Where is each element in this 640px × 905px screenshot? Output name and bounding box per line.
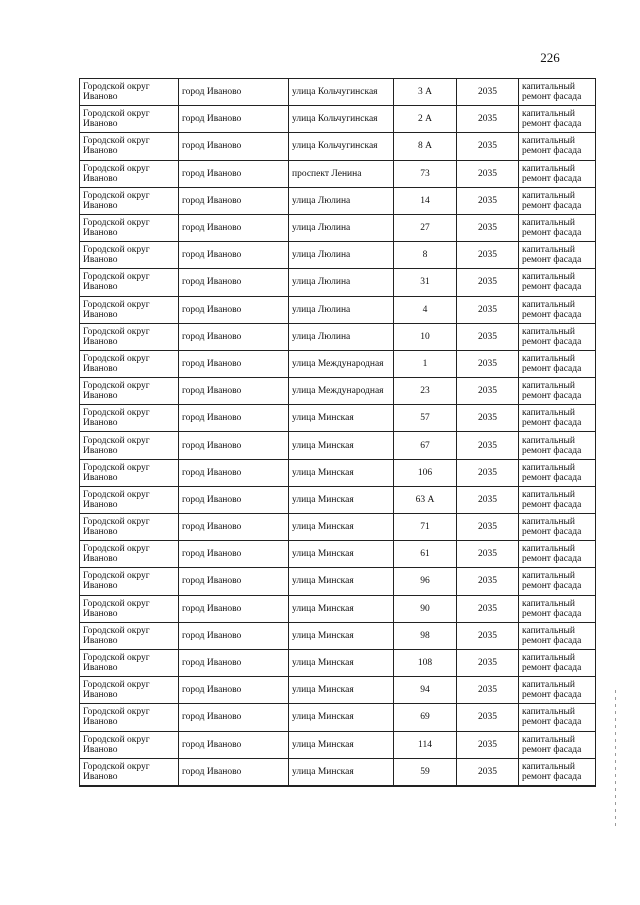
table-row [80, 704, 596, 731]
table-row [80, 568, 596, 595]
cell-street: улица Люлина [289, 269, 394, 296]
cell-district: Городской округ Иваново [80, 106, 179, 133]
cell-house-number: 69 [394, 704, 457, 731]
cell-house-number: 59 [394, 758, 457, 786]
cell-street: улица Минская [289, 459, 394, 486]
cell-city: город Иваново [179, 459, 289, 486]
table-row [80, 296, 596, 323]
cell-city: город Иваново [179, 405, 289, 432]
cell-year: 2035 [457, 378, 519, 405]
cell-district: Городской округ Иваново [80, 514, 179, 541]
cell-street: улица Минская [289, 704, 394, 731]
cell-street: улица Кольчугинская [289, 133, 394, 160]
cell-house-number: 3 А [394, 79, 457, 106]
cell-district: Городской округ Иваново [80, 242, 179, 269]
cell-year: 2035 [457, 514, 519, 541]
cell-year: 2035 [457, 79, 519, 106]
cell-street: улица Минская [289, 758, 394, 786]
table-row [80, 106, 596, 133]
table-row [80, 405, 596, 432]
cell-street: улица Кольчугинская [289, 79, 394, 106]
cell-work-type: капитальный ремонт фасада [519, 160, 596, 187]
cell-house-number: 63 А [394, 486, 457, 513]
cell-street: улица Люлина [289, 296, 394, 323]
cell-house-number: 27 [394, 214, 457, 241]
page-number: 226 [540, 50, 560, 65]
cell-house-number: 106 [394, 459, 457, 486]
cell-house-number: 96 [394, 568, 457, 595]
cell-district: Городской округ Иваново [80, 568, 179, 595]
cell-district: Городской округ Иваново [80, 704, 179, 731]
cell-house-number: 90 [394, 595, 457, 622]
table-body [80, 79, 596, 786]
cell-district: Городской округ Иваново [80, 378, 179, 405]
cell-year: 2035 [457, 758, 519, 786]
cell-district: Городской округ Иваново [80, 187, 179, 214]
cell-district: Городской округ Иваново [80, 133, 179, 160]
cell-year: 2035 [457, 568, 519, 595]
cell-district: Городской округ Иваново [80, 595, 179, 622]
cell-street: улица Минская [289, 731, 394, 758]
cell-work-type: капитальный ремонт фасада [519, 595, 596, 622]
cell-work-type: капитальный ремонт фасада [519, 106, 596, 133]
cell-district: Городской округ Иваново [80, 758, 179, 786]
cell-city: город Иваново [179, 595, 289, 622]
table-row [80, 214, 596, 241]
cell-work-type: капитальный ремонт фасада [519, 677, 596, 704]
cell-work-type: капитальный ремонт фасада [519, 704, 596, 731]
cell-city: город Иваново [179, 568, 289, 595]
cell-street: улица Минская [289, 432, 394, 459]
table-row [80, 459, 596, 486]
cell-city: город Иваново [179, 133, 289, 160]
cell-city: город Иваново [179, 242, 289, 269]
cell-work-type: капитальный ремонт фасада [519, 269, 596, 296]
cell-district: Городской округ Иваново [80, 649, 179, 676]
cell-city: город Иваново [179, 350, 289, 377]
table-row [80, 350, 596, 377]
cell-street: улица Минская [289, 568, 394, 595]
cell-house-number: 31 [394, 269, 457, 296]
cell-district: Городской округ Иваново [80, 677, 179, 704]
cell-city: город Иваново [179, 79, 289, 106]
cell-house-number: 61 [394, 541, 457, 568]
cell-city: город Иваново [179, 378, 289, 405]
cell-street: улица Минская [289, 622, 394, 649]
cell-district: Городской округ Иваново [80, 160, 179, 187]
cell-work-type: капитальный ремонт фасада [519, 242, 596, 269]
cell-house-number: 1 [394, 350, 457, 377]
cell-city: город Иваново [179, 214, 289, 241]
cell-year: 2035 [457, 677, 519, 704]
cell-district: Городской округ Иваново [80, 541, 179, 568]
cell-house-number: 14 [394, 187, 457, 214]
table-row [80, 187, 596, 214]
cell-year: 2035 [457, 704, 519, 731]
cell-city: город Иваново [179, 541, 289, 568]
cell-city: город Иваново [179, 323, 289, 350]
cell-year: 2035 [457, 731, 519, 758]
cell-city: город Иваново [179, 486, 289, 513]
cell-city: город Иваново [179, 432, 289, 459]
table-row [80, 432, 596, 459]
table-row [80, 160, 596, 187]
table-row [80, 541, 596, 568]
table-row [80, 486, 596, 513]
cell-street: улица Минская [289, 595, 394, 622]
cell-street: улица Минская [289, 541, 394, 568]
cell-city: город Иваново [179, 160, 289, 187]
cell-house-number: 10 [394, 323, 457, 350]
cell-year: 2035 [457, 106, 519, 133]
table-row [80, 649, 596, 676]
table-row [80, 514, 596, 541]
cell-work-type: капитальный ремонт фасада [519, 79, 596, 106]
cell-house-number: 114 [394, 731, 457, 758]
cell-district: Городской округ Иваново [80, 486, 179, 513]
cell-city: город Иваново [179, 677, 289, 704]
cell-street: улица Минская [289, 649, 394, 676]
cell-year: 2035 [457, 541, 519, 568]
cell-street: улица Международная [289, 378, 394, 405]
cell-house-number: 73 [394, 160, 457, 187]
cell-year: 2035 [457, 214, 519, 241]
cell-district: Городской округ Иваново [80, 214, 179, 241]
cell-district: Городской округ Иваново [80, 622, 179, 649]
cell-district: Городской округ Иваново [80, 405, 179, 432]
cell-work-type: капитальный ремонт фасада [519, 378, 596, 405]
cell-year: 2035 [457, 432, 519, 459]
cell-year: 2035 [457, 133, 519, 160]
cell-work-type: капитальный ремонт фасада [519, 214, 596, 241]
cell-work-type: капитальный ремонт фасада [519, 541, 596, 568]
cell-street: улица Минская [289, 514, 394, 541]
scan-margin-mark [615, 690, 616, 830]
cell-work-type: капитальный ремонт фасада [519, 187, 596, 214]
table-row [80, 242, 596, 269]
cell-house-number: 4 [394, 296, 457, 323]
cell-house-number: 94 [394, 677, 457, 704]
table-row [80, 595, 596, 622]
cell-street: улица Люлина [289, 187, 394, 214]
cell-work-type: капитальный ремонт фасада [519, 405, 596, 432]
cell-district: Городской округ Иваново [80, 459, 179, 486]
cell-year: 2035 [457, 160, 519, 187]
cell-city: город Иваново [179, 296, 289, 323]
cell-house-number: 2 А [394, 106, 457, 133]
table-row [80, 323, 596, 350]
cell-district: Городской округ Иваново [80, 269, 179, 296]
table-row [80, 622, 596, 649]
cell-house-number: 57 [394, 405, 457, 432]
cell-work-type: капитальный ремонт фасада [519, 133, 596, 160]
cell-work-type: капитальный ремонт фасада [519, 486, 596, 513]
cell-city: город Иваново [179, 514, 289, 541]
cell-work-type: капитальный ремонт фасада [519, 649, 596, 676]
cell-year: 2035 [457, 459, 519, 486]
cell-street: улица Минская [289, 677, 394, 704]
cell-street: проспект Ленина [289, 160, 394, 187]
cell-house-number: 71 [394, 514, 457, 541]
cell-work-type: капитальный ремонт фасада [519, 350, 596, 377]
cell-year: 2035 [457, 486, 519, 513]
cell-work-type: капитальный ремонт фасада [519, 432, 596, 459]
cell-year: 2035 [457, 595, 519, 622]
cell-work-type: капитальный ремонт фасада [519, 323, 596, 350]
cell-work-type: капитальный ремонт фасада [519, 514, 596, 541]
cell-house-number: 23 [394, 378, 457, 405]
cell-work-type: капитальный ремонт фасада [519, 622, 596, 649]
cell-city: город Иваново [179, 649, 289, 676]
repair-schedule-table [79, 78, 596, 787]
cell-year: 2035 [457, 323, 519, 350]
cell-house-number: 98 [394, 622, 457, 649]
cell-work-type: капитальный ремонт фасада [519, 296, 596, 323]
cell-year: 2035 [457, 405, 519, 432]
cell-work-type: капитальный ремонт фасада [519, 459, 596, 486]
cell-street: улица Минская [289, 405, 394, 432]
cell-city: город Иваново [179, 704, 289, 731]
cell-city: город Иваново [179, 622, 289, 649]
cell-district: Городской округ Иваново [80, 79, 179, 106]
table-row [80, 677, 596, 704]
cell-city: город Иваново [179, 106, 289, 133]
cell-district: Городской округ Иваново [80, 296, 179, 323]
table-row [80, 758, 596, 786]
cell-street: улица Международная [289, 350, 394, 377]
cell-district: Городской округ Иваново [80, 432, 179, 459]
cell-year: 2035 [457, 242, 519, 269]
cell-house-number: 108 [394, 649, 457, 676]
table-row [80, 133, 596, 160]
cell-street: улица Люлина [289, 214, 394, 241]
cell-district: Городской округ Иваново [80, 350, 179, 377]
cell-work-type: капитальный ремонт фасада [519, 731, 596, 758]
cell-year: 2035 [457, 296, 519, 323]
cell-street: улица Люлина [289, 323, 394, 350]
table-row [80, 79, 596, 106]
cell-street: улица Кольчугинская [289, 106, 394, 133]
table-row [80, 731, 596, 758]
cell-work-type: капитальный ремонт фасада [519, 758, 596, 786]
table-row [80, 269, 596, 296]
cell-street: улица Люлина [289, 242, 394, 269]
cell-house-number: 67 [394, 432, 457, 459]
cell-city: город Иваново [179, 758, 289, 786]
cell-district: Городской округ Иваново [80, 323, 179, 350]
cell-district: Городской округ Иваново [80, 731, 179, 758]
cell-year: 2035 [457, 622, 519, 649]
cell-city: город Иваново [179, 187, 289, 214]
cell-year: 2035 [457, 350, 519, 377]
cell-house-number: 8 А [394, 133, 457, 160]
cell-street: улица Минская [289, 486, 394, 513]
table-row [80, 378, 596, 405]
cell-city: город Иваново [179, 731, 289, 758]
cell-year: 2035 [457, 187, 519, 214]
cell-work-type: капитальный ремонт фасада [519, 568, 596, 595]
cell-city: город Иваново [179, 269, 289, 296]
cell-year: 2035 [457, 649, 519, 676]
cell-year: 2035 [457, 269, 519, 296]
cell-house-number: 8 [394, 242, 457, 269]
